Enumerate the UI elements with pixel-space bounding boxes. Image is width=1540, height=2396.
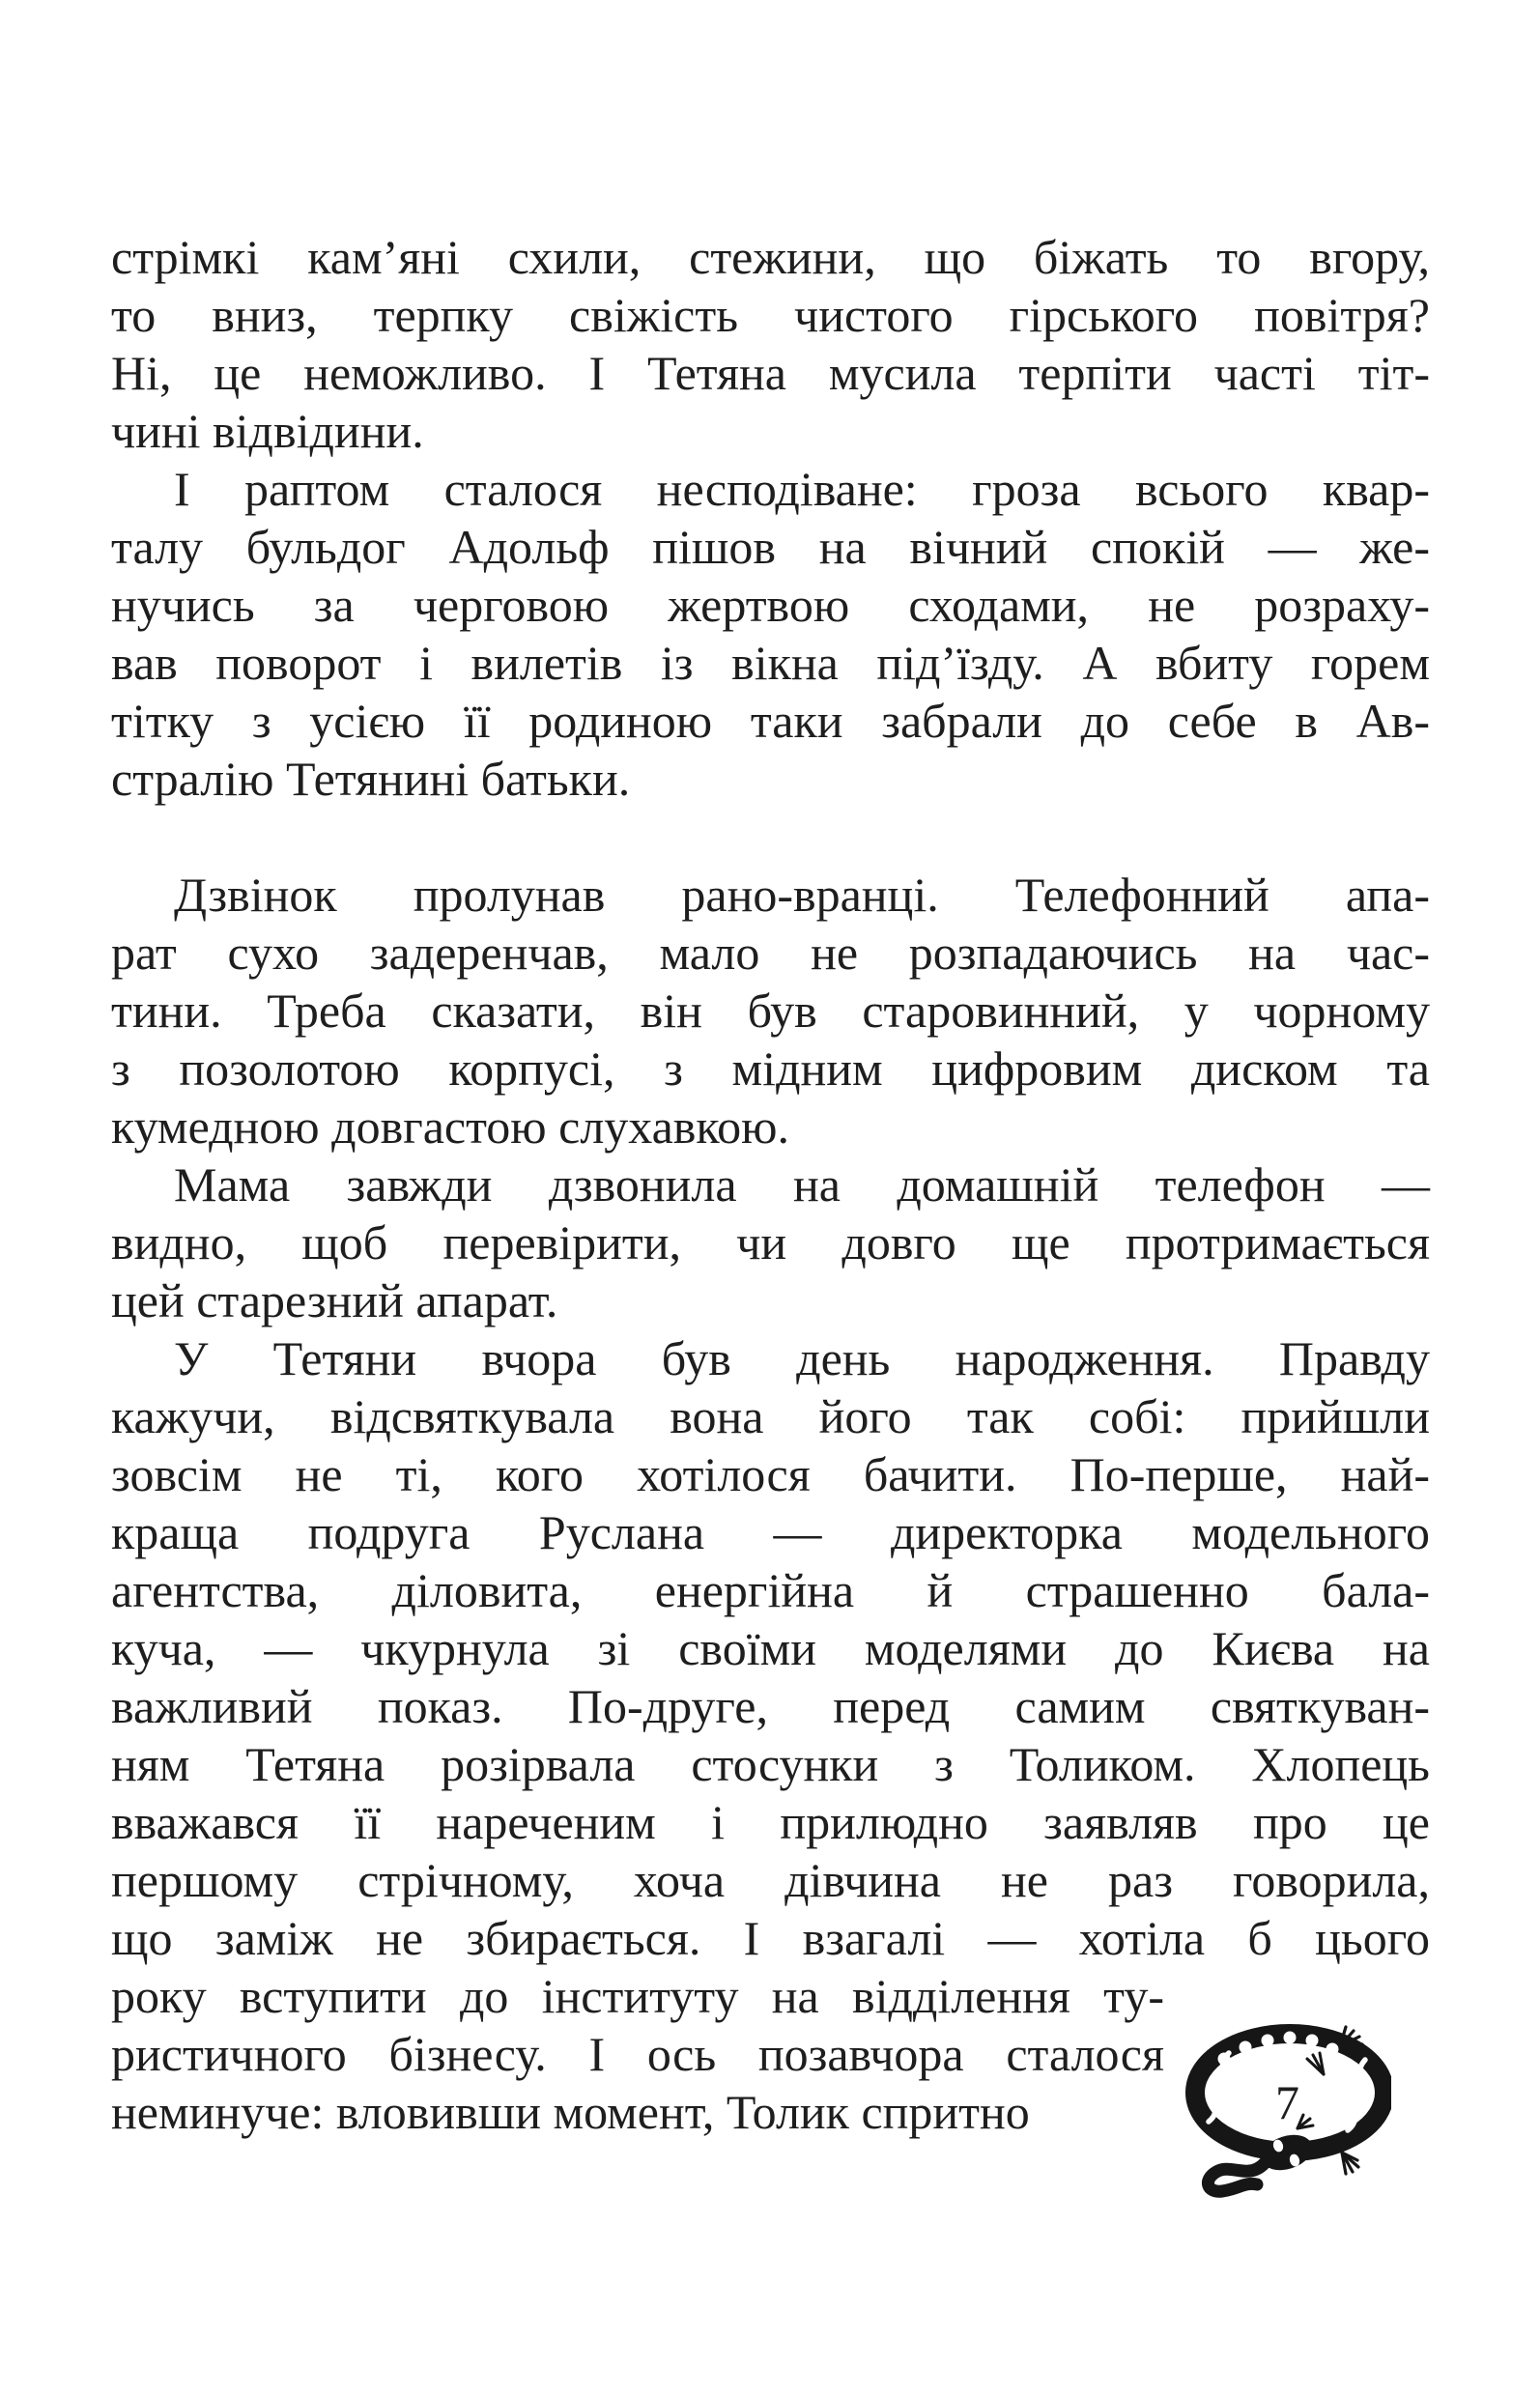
text-line: рат сухо задеренчав, мало не розпадаючись на час- (111, 926, 1430, 980)
text-line: тітку з усією її родиною таки забрали до себе в Ав- (111, 694, 1430, 748)
text-line: Мама завжди дзвонила на домашній телефон — (174, 1157, 1430, 1212)
text-line: цей старезний апарат. (111, 1273, 558, 1327)
text-line: зовсім не ті, кого хотілося бачити. По-перше, най- (111, 1447, 1430, 1501)
text-line: кумедною довгастою слухавкою. (111, 1099, 790, 1154)
text-line: І раптом сталося несподіване: гроза всього квар- (174, 462, 1430, 516)
text-line: першому стрічному, хоча дівчина не раз говорила, (111, 1853, 1430, 1907)
page-number: 7 (1275, 2075, 1299, 2129)
text-line: з позолотою корпусі, з мідним цифровим диском та (111, 1041, 1430, 1096)
text-line: Дзвінок пролунав рано-вранці. Телефонний апа- (174, 868, 1430, 922)
text-line: талу бульдог Адольф пішов на вічний спокій — же- (111, 520, 1430, 574)
text-line: стрімкі кам’яні схили, стежини, що біжать то вгору, (111, 230, 1430, 284)
text-line: видно, щоб перевірити, чи довго ще протримається (111, 1215, 1430, 1269)
text-line: У Тетяни вчора був день народження. Правду (174, 1331, 1430, 1385)
text-line: неминуче: вловивши момент, Толик спритно (111, 2085, 1030, 2139)
text-line: ням Тетяна розірвала стосунки з Толиком. Хлопець (111, 1737, 1430, 1791)
text-line: куча, — чкурнула зі своїми моделями до Києва на (111, 1621, 1430, 1675)
text-line: важливий показ. По-друге, перед самим святкуван- (111, 1679, 1430, 1733)
text-line: то вниз, терпку свіжість чистого гірського повітря? (111, 288, 1430, 342)
text-line: тини. Треба сказати, він був старовинний, у чорному (111, 984, 1430, 1038)
text-line: ристичного бізнесу. І ось позавчора сталося (111, 2027, 1164, 2081)
text-line: агентства, діловита, енергійна й страшенно бала- (111, 1563, 1430, 1617)
text-line: вав поворот і вилетів із вікна під’їзду. А вбиту горем (111, 636, 1430, 690)
text-line: кажучи, відсвяткувала вона його так собі: прийшли (111, 1389, 1430, 1443)
text-line: нучись за черговою жертвою сходами, не розраху- (111, 578, 1430, 632)
text-line: Ні, це неможливо. І Тетяна мусила терпіти часті тіт- (111, 346, 1430, 400)
text-column (111, 228, 1430, 2141)
text-line: краща подруга Руслана — директорка модельного (111, 1505, 1430, 1559)
text-line: року вступити до інституту на відділення ту- (111, 1969, 1164, 2023)
text-line: вважався її нареченим і прилюдно заявляв про це (111, 1795, 1430, 1849)
text-line: стралію Тетянині батьки. (111, 752, 631, 806)
text-line: чині відвідини. (111, 404, 424, 458)
text-line: що заміж не збирається. І взагалі — хотіла б цього (111, 1911, 1430, 1965)
